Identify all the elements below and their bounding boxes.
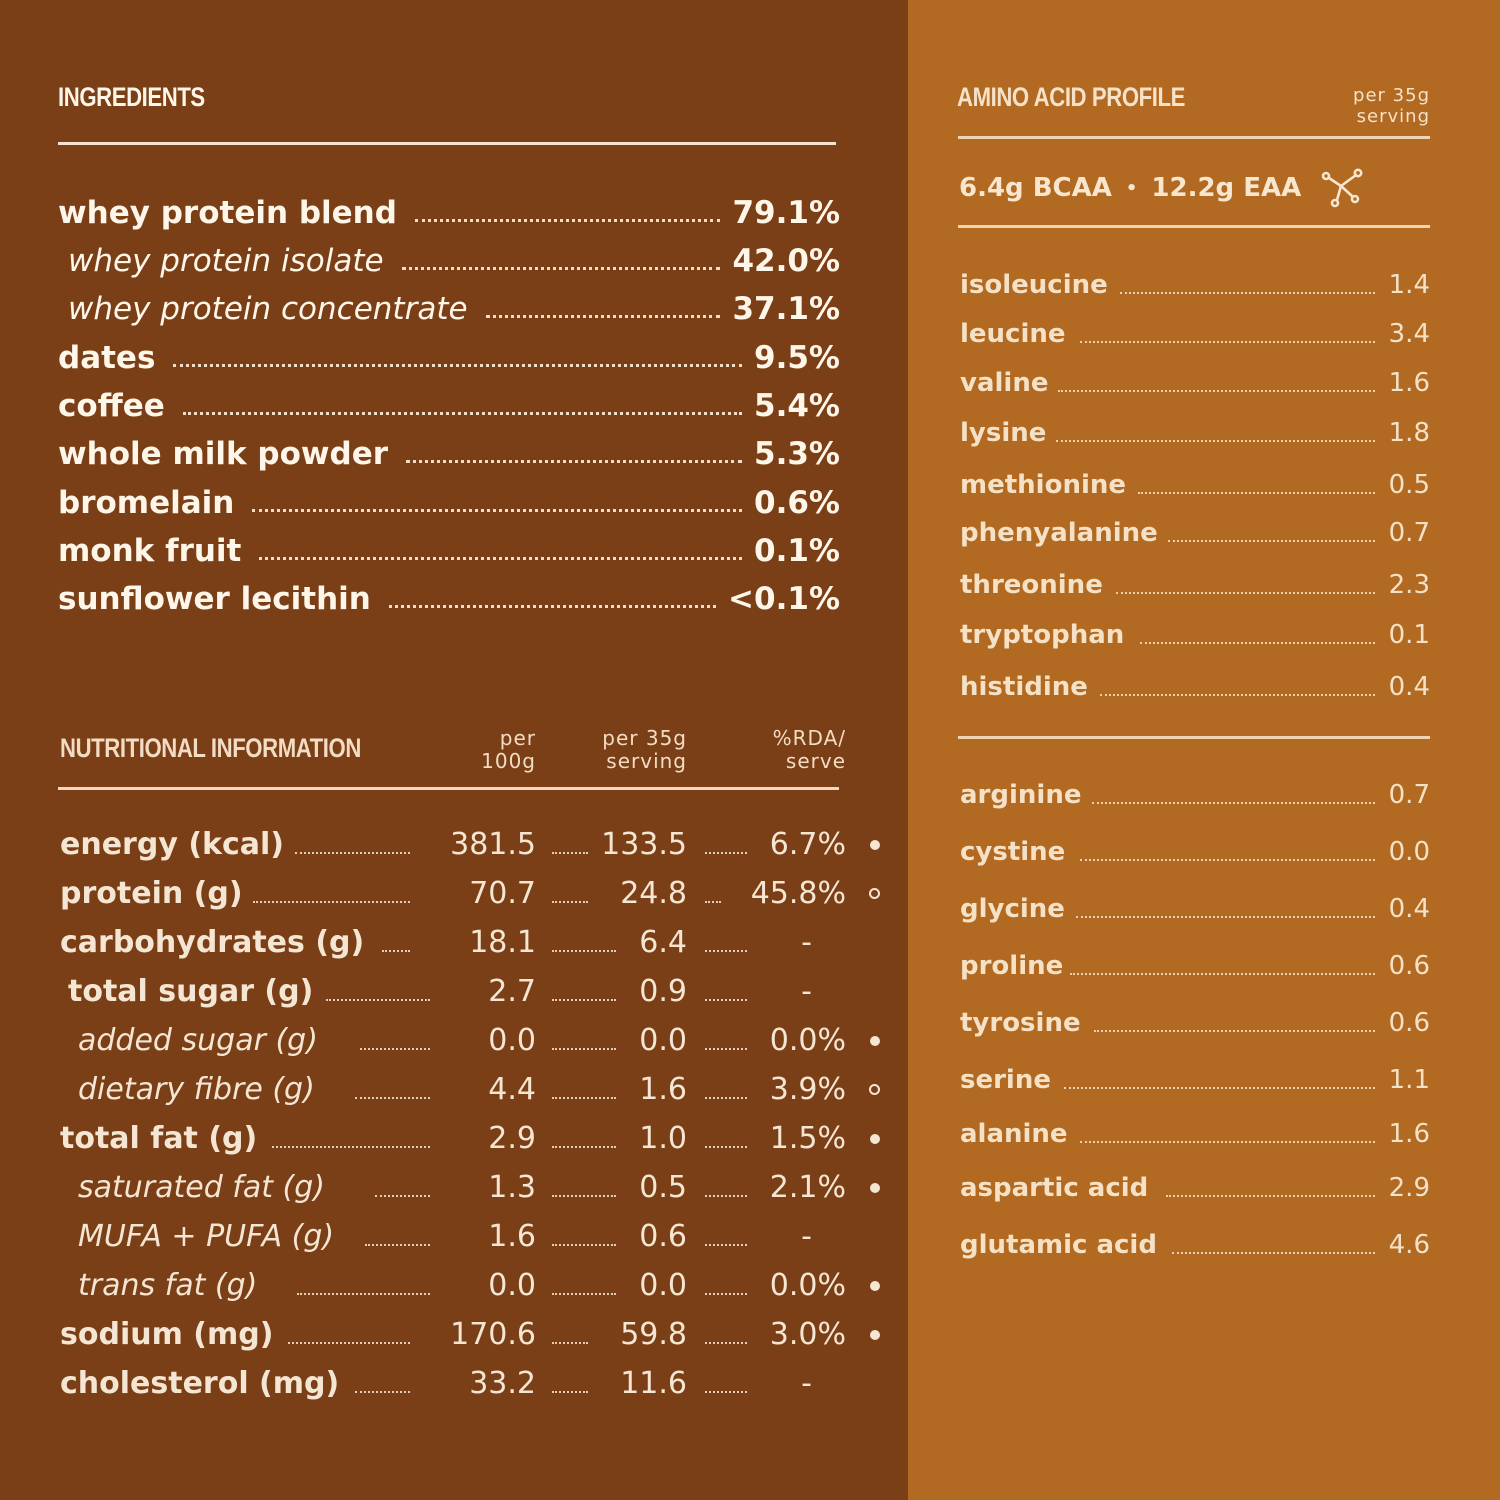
dot-leader	[1058, 390, 1375, 392]
dot-leader	[705, 1342, 747, 1344]
per-100g-value: 170.6	[450, 1317, 536, 1352]
filled-bullet-icon	[870, 1330, 880, 1340]
dot-leader	[259, 557, 742, 560]
dot-leader	[382, 950, 410, 952]
ingredient-row	[68, 231, 840, 279]
col-header-rda-line2: serve	[785, 749, 846, 773]
dot-leader	[705, 1391, 747, 1393]
nutrient-name: trans fat (g)	[78, 1268, 258, 1303]
amino-summary-divider	[958, 225, 1430, 228]
dot-leader	[705, 1146, 747, 1148]
dot-leader	[705, 901, 721, 903]
amino-acid-row	[960, 358, 1430, 402]
amino-acid-value: 0.5	[1388, 470, 1430, 500]
amino-acid-name: valine	[960, 368, 1049, 398]
nutrition-divider	[58, 787, 839, 790]
amino-acid-row	[960, 998, 1430, 1042]
amino-acid-value: 4.6	[1388, 1230, 1430, 1260]
per-100g-value: 4.4	[488, 1072, 536, 1107]
per-100g-value: 1.3	[488, 1170, 536, 1205]
amino-acid-row	[960, 408, 1430, 452]
amino-acid-row	[960, 1220, 1430, 1264]
amino-acid-row	[960, 884, 1430, 928]
nutrient-name: saturated fat (g)	[78, 1170, 326, 1205]
eaa-total: 12.2g EAA	[1151, 173, 1302, 203]
amino-acid-row	[960, 610, 1430, 654]
dot-leader	[1166, 1195, 1375, 1197]
dot-leader	[1138, 492, 1375, 494]
amino-acid-name: proline	[960, 951, 1064, 981]
dot-leader	[355, 1097, 430, 1099]
nutrition-row	[60, 1209, 880, 1258]
amino-acid-value: 0.7	[1388, 518, 1430, 548]
amino-acid-name: threonine	[960, 570, 1103, 600]
dot-leader	[1168, 540, 1375, 542]
col-header-rda	[746, 727, 846, 773]
amino-acid-value: 1.6	[1388, 1119, 1430, 1149]
amino-acid-value: 1.1	[1388, 1065, 1430, 1095]
dot-leader	[173, 364, 742, 367]
hollow-bullet-icon	[869, 888, 880, 899]
ingredient-name: dates	[58, 340, 156, 376]
dot-leader	[705, 1195, 747, 1197]
nutrient-name: protein (g)	[60, 876, 243, 911]
dot-leader	[389, 605, 716, 608]
dot-leader	[1120, 292, 1375, 294]
amino-acid-value: 0.4	[1388, 672, 1430, 702]
dot-leader	[326, 999, 430, 1001]
ingredient-name: whey protein concentrate	[68, 291, 468, 327]
per-serving-value: 133.5	[601, 827, 687, 862]
per-100g-value: 70.7	[469, 876, 536, 911]
amino-acid-row	[960, 770, 1430, 814]
dot-leader	[486, 315, 721, 318]
per-serving-value: 0.5	[639, 1170, 687, 1205]
dot-leader	[297, 1293, 430, 1295]
per-serving-value: 1.0	[639, 1121, 687, 1156]
rda-value: 0.0%	[769, 1268, 846, 1303]
ingredient-name: whey protein isolate	[68, 243, 384, 279]
per-serving-value: 0.9	[639, 974, 687, 1009]
dot-leader	[1064, 1087, 1375, 1089]
per-serving-value: 0.0	[639, 1023, 687, 1058]
dot-leader	[1140, 642, 1375, 644]
ingredient-row	[58, 473, 840, 521]
ingredient-row	[58, 521, 840, 569]
amino-acid-value: 0.0	[1388, 837, 1430, 867]
ingredients-divider	[58, 142, 836, 145]
amino-acid-name: tryptophan	[960, 620, 1125, 650]
amino-acid-row	[960, 941, 1430, 985]
rda-value: 2.1%	[769, 1170, 846, 1205]
rda-value: 45.8%	[750, 876, 846, 911]
ingredient-row	[58, 569, 840, 617]
nutrient-name: MUFA + PUFA (g)	[78, 1219, 335, 1254]
amino-acid-row	[960, 309, 1430, 353]
per-serving-value: 6.4	[639, 925, 687, 960]
filled-bullet-icon	[870, 1036, 880, 1046]
per-serving-value: 59.8	[620, 1317, 687, 1352]
amino-acid-name: tyrosine	[960, 1008, 1081, 1038]
ingredient-row	[58, 424, 840, 472]
nutrition-row	[60, 1307, 880, 1356]
nutrient-name: dietary fibre (g)	[78, 1072, 315, 1107]
dot-leader	[705, 1048, 747, 1050]
nutrition-row	[60, 1356, 880, 1405]
amino-acid-row	[960, 827, 1430, 871]
ingredients-title: INGREDIENTS	[58, 82, 205, 112]
filled-bullet-icon	[870, 840, 880, 850]
amino-acid-name: alanine	[960, 1119, 1068, 1149]
per-serving-value: 11.6	[620, 1366, 687, 1401]
ingredient-name: whole milk powder	[58, 436, 389, 472]
col-header-per100-line1: per	[499, 726, 536, 750]
ingredient-name: bromelain	[58, 485, 235, 521]
ingredient-row	[58, 183, 840, 231]
dot-leader	[705, 1244, 747, 1246]
dot-leader	[1172, 1252, 1375, 1254]
ingredient-percent: 9.5%	[754, 340, 840, 376]
dot-leader	[552, 1146, 616, 1148]
per-100g-value: 0.0	[488, 1268, 536, 1303]
amino-acid-name: serine	[960, 1065, 1051, 1095]
per-serving-value: 1.6	[639, 1072, 687, 1107]
amino-acid-value: 1.6	[1388, 368, 1430, 398]
dot-leader	[252, 509, 742, 512]
amino-acid-value: 1.8	[1388, 418, 1430, 448]
ingredient-percent: 5.4%	[754, 388, 840, 424]
nutrition-row	[60, 1111, 880, 1160]
summary-separator: •	[1125, 177, 1138, 199]
rda-value: 3.0%	[769, 1317, 846, 1352]
filled-bullet-icon	[870, 1281, 880, 1291]
dot-leader	[705, 1293, 747, 1295]
col-header-serving-line2: serving	[606, 749, 687, 773]
ingredient-percent: 37.1%	[732, 291, 840, 327]
rda-value: 6.7%	[769, 827, 846, 862]
nutrient-name: energy (kcal)	[60, 827, 285, 862]
ingredient-percent: 5.3%	[754, 436, 840, 472]
col-header-per100-line2: 100g	[481, 749, 536, 773]
dot-leader	[1056, 440, 1375, 442]
ingredient-percent: 0.6%	[754, 485, 840, 521]
amino-acid-name: lysine	[960, 418, 1047, 448]
dot-leader	[1076, 916, 1375, 918]
ingredient-percent: <0.1%	[728, 581, 840, 617]
dot-leader	[415, 219, 721, 222]
dot-leader	[552, 1195, 616, 1197]
dot-leader	[552, 1097, 616, 1099]
dot-leader	[705, 1097, 747, 1099]
amino-per-line1: per 35g	[1353, 85, 1430, 106]
amino-acid-row	[960, 260, 1430, 304]
dot-leader	[365, 1244, 430, 1246]
dot-leader	[552, 901, 588, 903]
ingredient-percent: 79.1%	[732, 195, 840, 231]
amino-per-serving	[1330, 85, 1430, 127]
dot-leader	[288, 1342, 410, 1344]
per-100g-value: 33.2	[469, 1366, 536, 1401]
dot-leader	[552, 1391, 588, 1393]
dot-leader	[355, 1391, 410, 1393]
amino-acid-value: 2.9	[1388, 1173, 1430, 1203]
per-serving-value: 0.0	[639, 1268, 687, 1303]
dot-leader	[295, 852, 410, 854]
dot-leader	[1116, 592, 1375, 594]
nutrient-name: cholesterol (mg)	[60, 1366, 340, 1401]
filled-bullet-icon	[870, 1134, 880, 1144]
nutrient-name: carbohydrates (g)	[60, 925, 365, 960]
amino-acid-value: 0.1	[1388, 620, 1430, 650]
rda-value: -	[801, 1366, 812, 1401]
rda-value: 3.9%	[769, 1072, 846, 1107]
amino-acid-row	[960, 1055, 1430, 1099]
amino-acid-name: leucine	[960, 319, 1066, 349]
amino-acid-row	[960, 1163, 1430, 1207]
nutrition-row	[60, 915, 880, 964]
ingredient-row	[68, 279, 840, 327]
per-100g-value: 2.7	[488, 974, 536, 1009]
col-header-serving-line1: per 35g	[602, 726, 687, 750]
amino-acid-value: 0.6	[1388, 951, 1430, 981]
amino-acid-name: glycine	[960, 894, 1065, 924]
ingredient-name: sunflower lecithin	[58, 581, 371, 617]
amino-acid-value: 2.3	[1388, 570, 1430, 600]
dot-leader	[705, 852, 747, 854]
nutrition-row	[60, 964, 880, 1013]
amino-acid-value: 0.7	[1388, 780, 1430, 810]
amino-acid-row	[960, 1109, 1430, 1153]
nutrient-name: total fat (g)	[60, 1121, 258, 1156]
ingredient-row	[58, 328, 840, 376]
ingredient-name: coffee	[58, 388, 165, 424]
ingredient-name: monk fruit	[58, 533, 242, 569]
amino-acid-value: 3.4	[1388, 319, 1430, 349]
dot-leader	[552, 1342, 588, 1344]
nutrition-row	[60, 1160, 880, 1209]
col-header-rda-line1: %RDA/	[772, 726, 846, 750]
amino-acid-value: 0.6	[1388, 1008, 1430, 1038]
dot-leader	[1080, 859, 1375, 861]
ingredient-name: whey protein blend	[58, 195, 397, 231]
dot-leader	[705, 999, 747, 1001]
col-header-serving	[580, 727, 687, 773]
amino-acid-name: cystine	[960, 837, 1066, 867]
amino-acid-name: methionine	[960, 470, 1127, 500]
rda-value: 0.0%	[769, 1023, 846, 1058]
bcaa-total: 6.4g BCAA	[959, 173, 1112, 203]
dot-leader	[1092, 802, 1375, 804]
rda-value: -	[801, 974, 812, 1009]
amino-group-divider	[958, 736, 1430, 739]
per-serving-value: 24.8	[620, 876, 687, 911]
amino-acid-value: 0.4	[1388, 894, 1430, 924]
per-serving-value: 0.6	[639, 1219, 687, 1254]
amino-acid-name: isoleucine	[960, 270, 1108, 300]
dot-leader	[1070, 973, 1375, 975]
amino-per-line2: serving	[1356, 106, 1430, 127]
amino-acid-row	[960, 662, 1430, 706]
nutrition-title: NUTRITIONAL INFORMATION	[60, 733, 361, 763]
dot-leader	[1080, 341, 1375, 343]
molecule-icon	[1321, 168, 1365, 208]
dot-leader	[552, 950, 616, 952]
per-100g-value: 18.1	[469, 925, 536, 960]
per-100g-value: 381.5	[450, 827, 536, 862]
nutrition-row	[60, 866, 880, 915]
dot-leader	[552, 999, 616, 1001]
ingredient-percent: 0.1%	[754, 533, 840, 569]
amino-title-divider	[958, 136, 1430, 139]
dot-leader	[1094, 1030, 1375, 1032]
amino-acid-name: phenyalanine	[960, 518, 1158, 548]
ingredient-percent: 42.0%	[732, 243, 840, 279]
amino-acid-row	[960, 560, 1430, 604]
dot-leader	[402, 267, 721, 270]
nutrient-name: total sugar (g)	[68, 974, 314, 1009]
amino-acid-row	[960, 508, 1430, 552]
amino-acid-row	[960, 460, 1430, 504]
dot-leader	[1080, 1141, 1375, 1143]
dot-leader	[375, 1195, 430, 1197]
per-100g-value: 1.6	[488, 1219, 536, 1254]
amino-acid-name: glutamic acid	[960, 1230, 1157, 1260]
rda-value: -	[801, 1219, 812, 1254]
dot-leader	[705, 950, 747, 952]
nutrition-row	[60, 1062, 880, 1111]
amino-summary	[959, 168, 1365, 208]
col-header-per100	[456, 727, 536, 773]
dot-leader	[552, 852, 588, 854]
rda-value: -	[801, 925, 812, 960]
dot-leader	[552, 1244, 616, 1246]
per-100g-value: 0.0	[488, 1023, 536, 1058]
amino-acid-name: arginine	[960, 780, 1082, 810]
nutrition-row	[60, 1013, 880, 1062]
ingredient-row	[58, 376, 840, 424]
dot-leader	[1100, 694, 1375, 696]
nutrition-row	[60, 817, 880, 866]
dot-leader	[552, 1293, 616, 1295]
dot-leader	[183, 412, 742, 415]
hollow-bullet-icon	[869, 1084, 880, 1095]
dot-leader	[253, 901, 410, 903]
amino-acid-name: aspartic acid	[960, 1173, 1149, 1203]
per-100g-value: 2.9	[488, 1121, 536, 1156]
rda-value: 1.5%	[769, 1121, 846, 1156]
filled-bullet-icon	[870, 1183, 880, 1193]
dot-leader	[552, 1048, 616, 1050]
dot-leader	[360, 1048, 430, 1050]
amino-acid-name: histidine	[960, 672, 1088, 702]
amino-title: AMINO ACID PROFILE	[957, 82, 1185, 112]
nutrition-row	[60, 1258, 880, 1307]
nutrient-name: sodium (mg)	[60, 1317, 274, 1352]
amino-acid-value: 1.4	[1388, 270, 1430, 300]
dot-leader	[272, 1146, 430, 1148]
dot-leader	[406, 460, 742, 463]
nutrient-name: added sugar (g)	[78, 1023, 318, 1058]
